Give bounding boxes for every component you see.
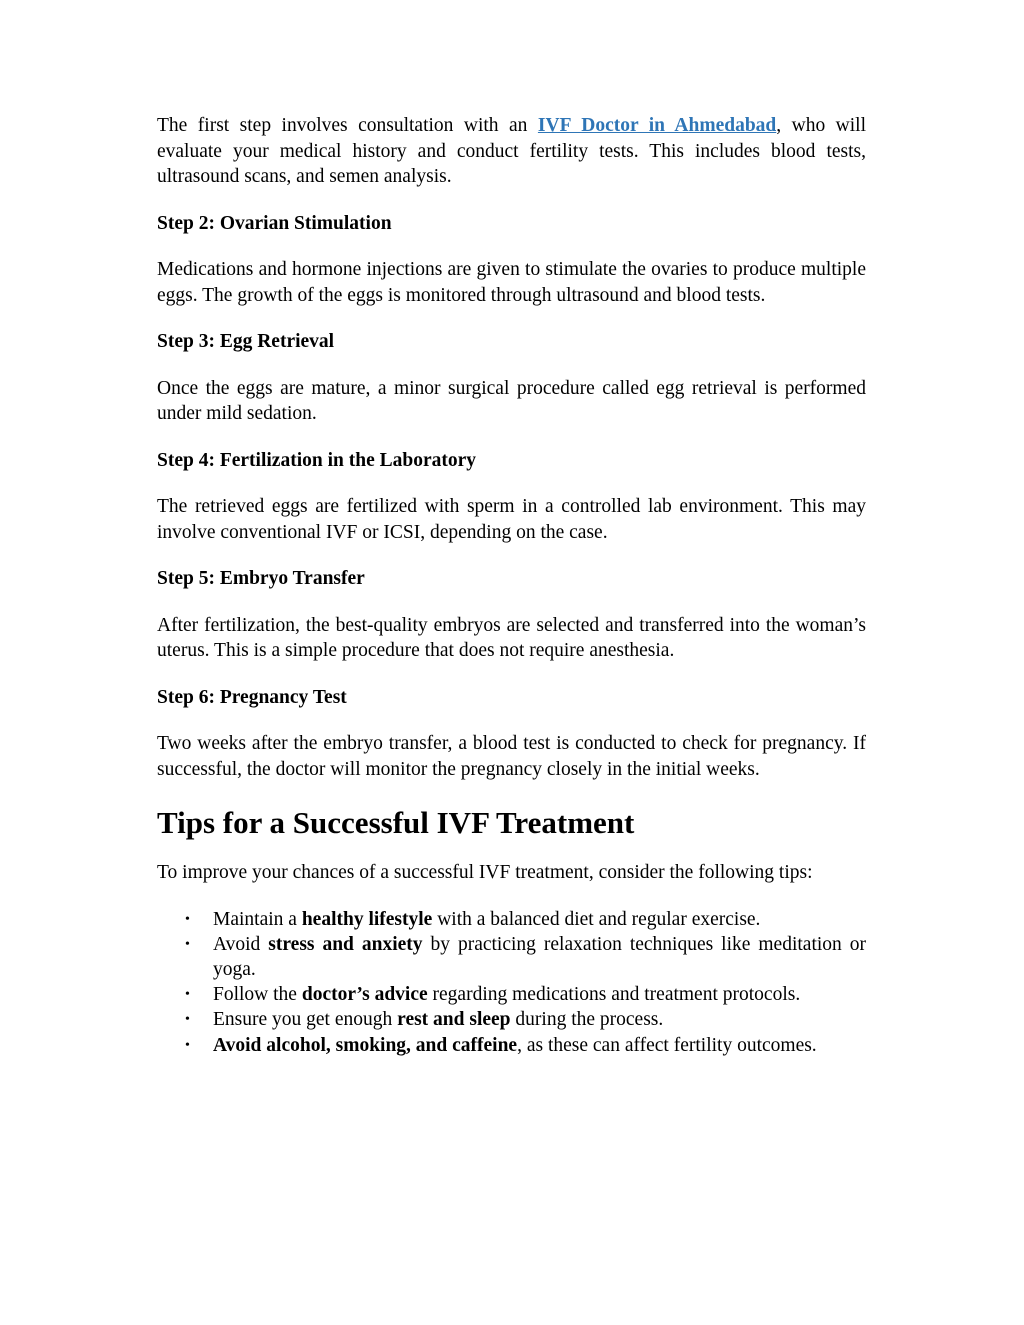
tips-list [157,907,866,1058]
step-6-body: Two weeks after the embryo transfer, a blood test is conducted to check for pregnancy. If successful, the doctor will monitor the pregnancy closely in the initial weeks. [157,733,866,780]
tip-list-item [157,932,866,982]
document-page [157,113,866,1058]
step-6-heading: Step 6: Pregnancy Test [157,686,347,708]
tips-section-title: Tips for a Successful IVF Treatment [157,805,635,840]
tip-list-item [157,1007,866,1032]
tip-emphasis: rest and sleep [397,1009,511,1031]
tip-text: Ensure you get enough [213,1009,398,1031]
step-3-heading: Step 3: Egg Retrieval [157,331,335,352]
step-2-body: Medications and hormone injections are given to stimulate the ovaries to produce multiple eggs. The growth of the eggs is monitored through ultrasound and blood tests. [157,259,866,306]
intro-text-before-link: The first step involves consultation with an [157,115,538,136]
step-5-body: After fertilization, the best-quality embryos are selected and transferred into the woman’s uterus. This is a simple procedure that does not require anesthesia. [157,614,866,661]
tip-emphasis: doctor’s advice [301,984,428,1006]
tips-intro-paragraph: To improve your chances of a successful IVF treatment, consider the following tips: [157,862,813,883]
tip-text: Follow the [213,984,302,1006]
tip-text: by practicing relaxation techniques like meditation or yoga. [213,933,866,980]
intro-paragraph [157,113,866,190]
bullet-icon: • [185,936,190,952]
tip-list-item [157,982,866,1007]
step-3-body: Once the eggs are mature, a minor surgical procedure called egg retrieval is performed under mild sedation. [157,377,866,424]
tip-text: during the process. [510,1009,664,1031]
step-4-heading: Step 4: Fertilization in the Laboratory [157,449,476,471]
tip-emphasis: Avoid alcohol, smoking, and caffeine [213,1034,518,1056]
tip-text: Maintain a [213,908,302,930]
tip-text: , as these can affect fertility outcomes. [517,1034,817,1056]
intro-text-after-link: , who will evaluate your medical history and conduct fertility tests. This includes blood tests, ultrasound scans, and semen analysis. [157,115,866,187]
bullet-icon: • [185,1012,190,1028]
ivf-doctor-link[interactable]: IVF Doctor in Ahmedabad [537,115,777,136]
step-2-heading: Step 2: Ovarian Stimulation [157,212,392,234]
tip-list-item [157,907,866,932]
tip-text: regarding medications and treatment protocols. [427,984,801,1006]
tip-list-item [157,1033,866,1058]
step-4-body: The retrieved eggs are fertilized with sperm in a controlled lab environment. This may involve conventional IVF or ICSI, depending on the case. [157,496,866,543]
tip-text: Avoid [213,933,269,955]
bullet-icon: • [185,1037,190,1053]
bullet-icon: • [185,987,190,1003]
tip-emphasis: healthy lifestyle [301,908,433,930]
bullet-icon: • [185,911,190,927]
tip-emphasis: stress and anxiety [268,933,423,955]
tip-text: with a balanced diet and regular exercise. [432,908,761,930]
step-5-heading: Step 5: Embryo Transfer [157,568,365,589]
